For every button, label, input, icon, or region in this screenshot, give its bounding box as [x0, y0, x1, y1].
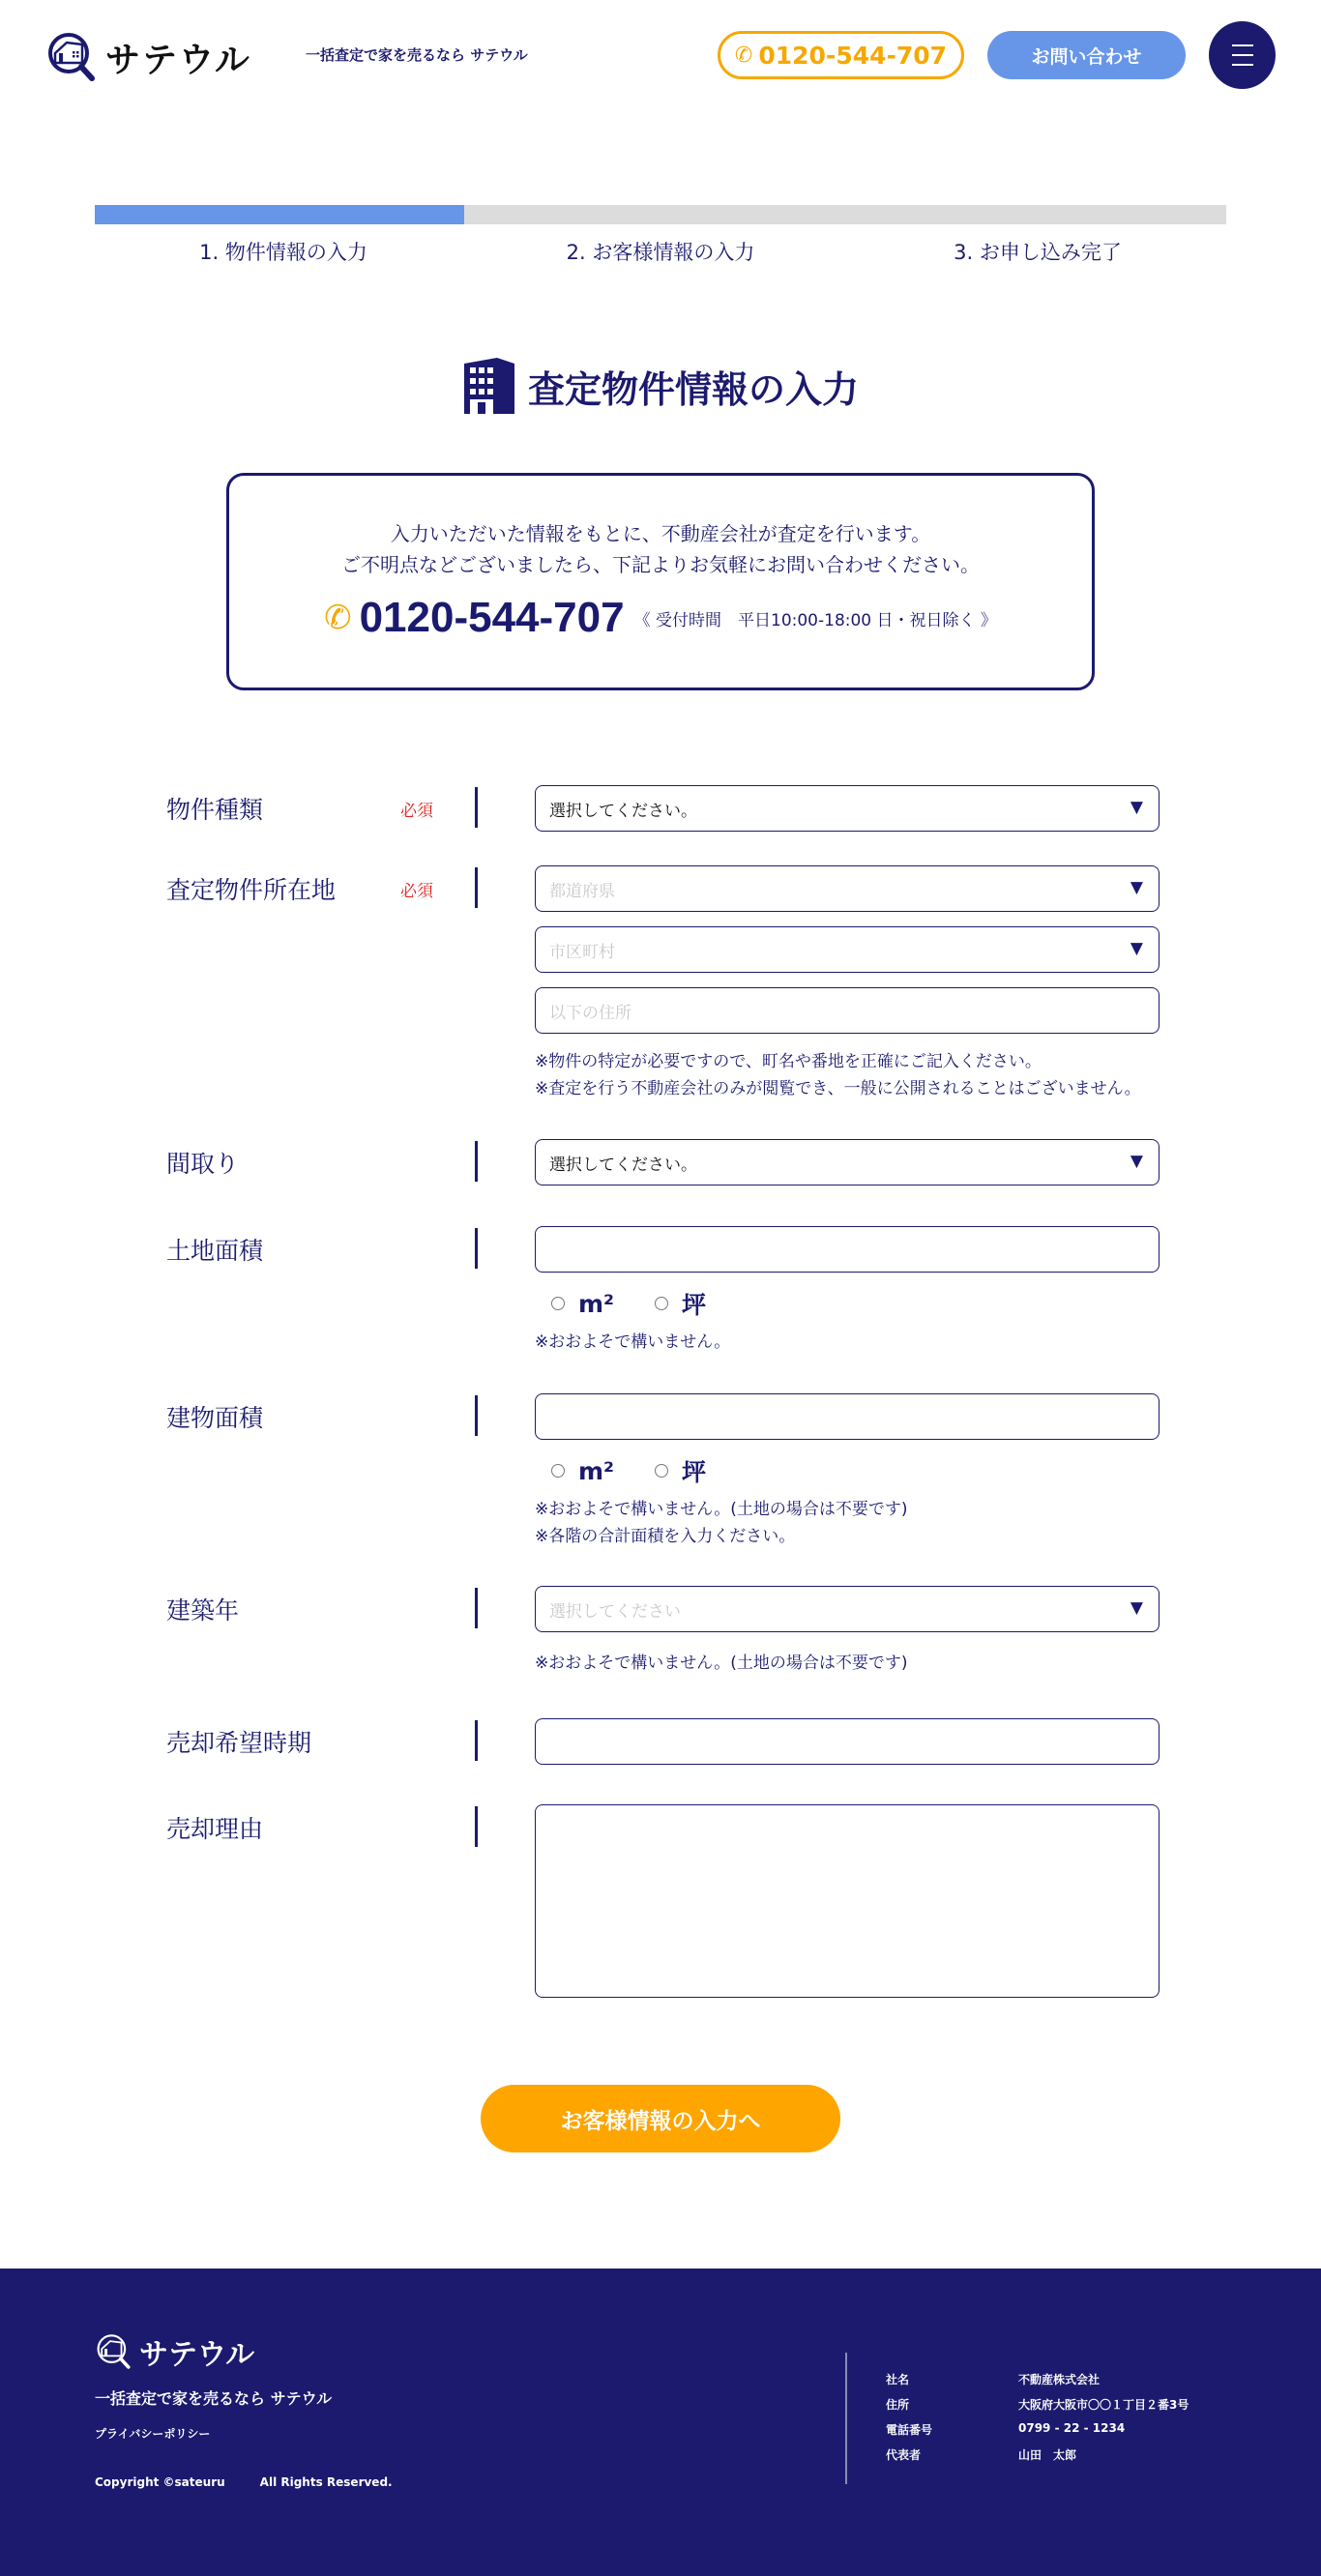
address-input[interactable]: 以下の住所: [535, 987, 1160, 1034]
radio-circle[interactable]: [551, 1464, 565, 1478]
page-title-row: [0, 356, 1321, 416]
house-magnifier-icon: [45, 32, 102, 82]
label-layout: 間取り: [166, 1150, 240, 1178]
land-area-input[interactable]: [535, 1226, 1160, 1273]
privacy-policy-link[interactable]: プライバシーポリシー: [95, 2427, 211, 2441]
divider: [475, 1395, 478, 1436]
footer-tagline: 一括査定で家を売るなら サテウル: [95, 2389, 333, 2408]
divider: [475, 1141, 478, 1182]
business-hours: 《 受付時間 平日10:00-18:00 日・祝日除く 》: [633, 610, 997, 630]
next-step-button[interactable]: お客様情報の入力へ: [481, 2085, 840, 2152]
dropdown-caret-icon: ▼: [1130, 1152, 1143, 1171]
property-type-select[interactable]: 選択してください。 ▼: [535, 785, 1160, 832]
info-line-2: ご不明点などございましたら、下記よりお気軽にお問い合わせください。: [341, 553, 980, 576]
contact-button[interactable]: お問い合わせ: [987, 31, 1186, 79]
logo[interactable]: [45, 32, 251, 82]
unit-radio-sqm[interactable]: m²: [551, 1290, 614, 1318]
step-2: 2. お客様情報の入力: [566, 241, 755, 264]
required-badge: 必須: [400, 802, 433, 821]
footer-logo[interactable]: [95, 2330, 254, 2373]
layout-select[interactable]: 選択してください。 ▼: [535, 1139, 1160, 1186]
label-land-area: 土地面積: [166, 1237, 264, 1265]
dropdown-caret-icon: ▼: [1130, 1598, 1143, 1618]
info-phone-number[interactable]: 0120-544-707: [359, 594, 625, 641]
building-icon: [462, 356, 516, 416]
step-1: 1. 物件情報の入力: [199, 241, 367, 264]
divider: [475, 1588, 478, 1628]
progress-fill: [95, 205, 464, 224]
prefecture-select[interactable]: 都道府県 ▼: [535, 865, 1160, 912]
dropdown-caret-icon: ▼: [1130, 878, 1143, 897]
divider: [475, 867, 478, 908]
label-building-area: 建物面積: [166, 1404, 264, 1432]
dropdown-caret-icon: ▼: [1130, 798, 1143, 817]
copyright: Copyright ©sateuru All Rights Reserved.: [95, 2475, 393, 2489]
company-row: 住所 大阪府大阪市〇〇１丁目２番3号: [886, 2398, 1189, 2412]
building-area-unit-group: [551, 1453, 747, 1488]
hamburger-icon: [1232, 44, 1253, 46]
label-sale-timing: 売却希望時期: [166, 1729, 312, 1757]
hamburger-icon-bar: [1232, 54, 1253, 56]
step-3: 3. お申し込み完了: [954, 241, 1122, 264]
unit-radio-tsubo[interactable]: 坪: [655, 1453, 706, 1488]
site-header: [0, 0, 1321, 111]
divider: [475, 1228, 478, 1269]
logo-text: サテウル: [105, 40, 251, 80]
label-location: 査定物件所在地: [166, 876, 337, 904]
house-magnifier-icon: [95, 2332, 135, 2371]
divider: [475, 787, 478, 828]
building-area-note: ※おおよそで構いません。(土地の場合は不要です) ※各階の合計面積を入力ください。: [535, 1500, 908, 1546]
progress-bar: [95, 205, 1226, 224]
menu-button[interactable]: [1209, 21, 1276, 89]
info-line-1: 入力いただいた情報をもとに、不動産会社が査定を行います。: [390, 522, 931, 545]
unit-radio-tsubo[interactable]: 坪: [655, 1286, 706, 1321]
info-phone-row: [229, 594, 1092, 642]
phone-icon: ✆: [324, 599, 352, 637]
building-area-input[interactable]: [535, 1393, 1160, 1440]
phone-icon: ✆: [734, 43, 753, 68]
city-select[interactable]: 市区町村 ▼: [535, 926, 1160, 973]
footer-divider: [845, 2353, 847, 2484]
progress-steps: [95, 237, 1226, 266]
radio-circle[interactable]: [655, 1297, 668, 1310]
radio-circle[interactable]: [551, 1297, 565, 1310]
location-note: ※物件の特定が必要ですので、町名や番地を正確にご記入ください。 ※査定を行う不動産会社のみが閲覧でき、一般に公開されることはございません。: [535, 1052, 1141, 1098]
label-sale-reason: 売却理由: [166, 1815, 264, 1843]
company-row: 電話番号 0799 - 22 - 1234: [886, 2421, 1126, 2437]
build-year-select[interactable]: 選択してください ▼: [535, 1586, 1160, 1632]
company-row: 社名 不動産株式会社: [886, 2373, 1101, 2386]
site-footer: [0, 2269, 1321, 2576]
info-box: [226, 473, 1095, 690]
dropdown-caret-icon: ▼: [1130, 939, 1143, 958]
build-year-note: ※おおよそで構いません。(土地の場合は不要です): [535, 1654, 908, 1673]
radio-circle[interactable]: [655, 1464, 668, 1478]
divider: [475, 1720, 478, 1761]
footer-logo-text: サテウル: [139, 2338, 255, 2372]
sale-reason-textarea[interactable]: [535, 1804, 1160, 1998]
required-badge: 必須: [400, 882, 433, 901]
phone-button[interactable]: [718, 31, 964, 79]
phone-number: 0120-544-707: [758, 41, 948, 70]
hamburger-icon-bar: [1232, 64, 1253, 66]
company-info: [886, 2371, 1189, 2472]
unit-radio-sqm[interactable]: m²: [551, 1457, 614, 1485]
label-property-type: 物件種類: [166, 796, 264, 824]
header-tagline: 一括査定で家を売るなら サテウル: [306, 46, 528, 64]
land-area-unit-group: [551, 1286, 747, 1321]
label-build-year: 建築年: [166, 1596, 240, 1625]
company-row: 代表者 山田 太郎: [886, 2448, 1077, 2462]
sale-timing-input[interactable]: [535, 1718, 1160, 1765]
land-area-note: ※おおよそで構いません。: [535, 1332, 731, 1352]
divider: [475, 1806, 478, 1847]
page-title: 査定物件情報の入力: [527, 367, 859, 411]
